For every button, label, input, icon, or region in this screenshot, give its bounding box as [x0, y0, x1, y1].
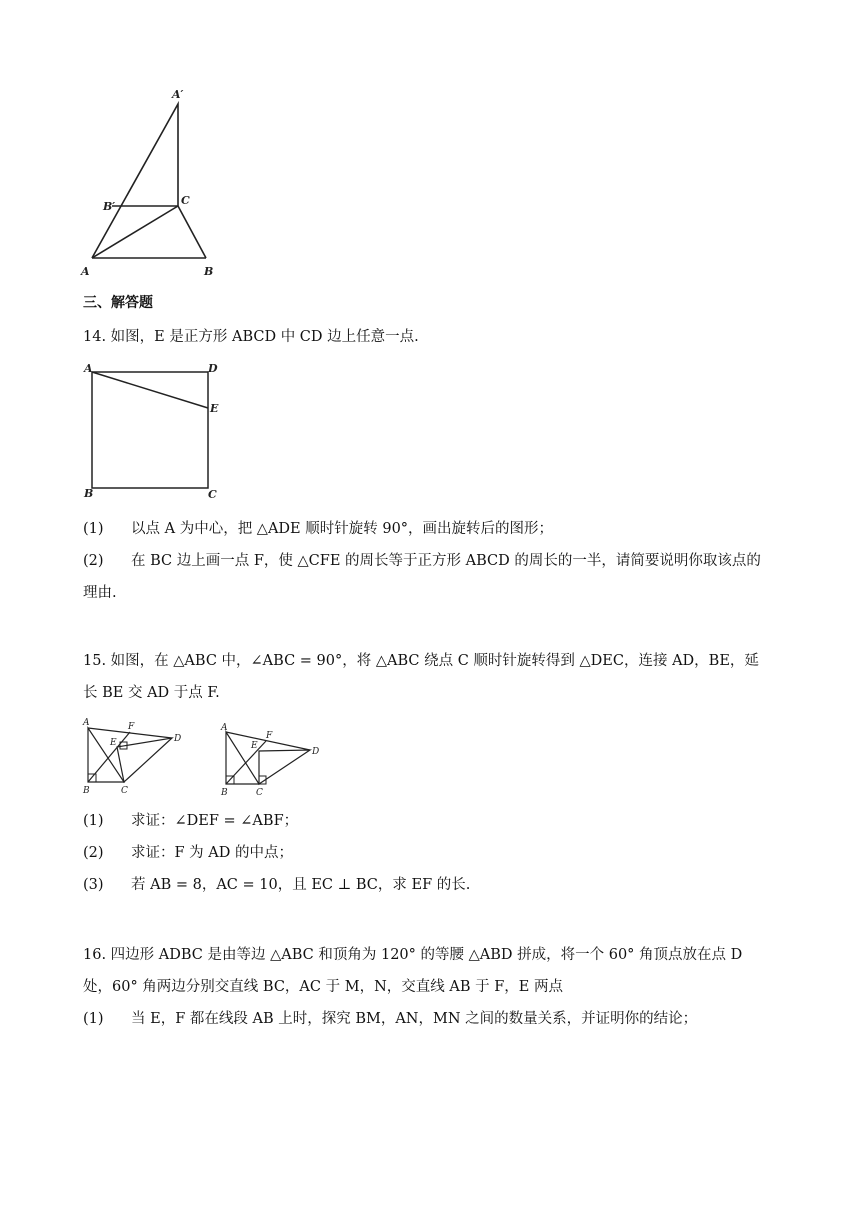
label-f: F [266, 731, 273, 741]
q16-stem-line2: 处，60° 角两边分别交直线 BC，AC 于 M，N，交直线 AB 于 F，E 两点 [83, 979, 563, 995]
figure-square [80, 360, 230, 502]
q15-stem-line1: 15. 如图，在 △ABC 中，∠ABC = 90°，将 △ABC 绕点 C 顺时针旋转得到 △DEC，连接 AD，BE，延 [83, 653, 759, 669]
part-number: (2) [83, 553, 104, 569]
label-b-prime: B′ [103, 200, 116, 213]
label-e: E [210, 402, 219, 415]
label-c: C [181, 194, 190, 207]
label-c: C [208, 488, 217, 501]
part-number: (2) [83, 845, 104, 861]
label-d: D [174, 734, 182, 744]
figure-rotation-right [218, 714, 328, 798]
q14-stem: 14. 如图，E 是正方形 ABCD 中 CD 边上任意一点. [83, 329, 419, 345]
figure-edges [92, 104, 178, 258]
segment-bf [226, 741, 266, 784]
label-c: C [256, 788, 263, 798]
label-f: F [128, 722, 135, 732]
part-text: 在 BC 边上画一点 F，使 △CFE 的周长等于正方形 ABCD 的周长的一半，请简要说明你取该点的 [131, 553, 761, 569]
figure-rotation-left [80, 714, 190, 798]
label-a: A [83, 718, 90, 728]
part-number: (3) [83, 877, 104, 893]
label-b: B [84, 487, 94, 500]
triangle-dec [117, 738, 172, 782]
label-c: C [121, 786, 128, 796]
label-d: D [312, 747, 320, 757]
q15-part3 [83, 874, 470, 896]
label-e: E [251, 741, 258, 751]
label-b: B [221, 788, 228, 798]
q15-part1 [83, 810, 298, 832]
figure-rotated-triangle [78, 82, 228, 282]
q16-stem-line1: 16. 四边形 ADBC 是由等边 △ABC 和顶角为 120° 的等腰 △ABD 拼成，将一个 60° 角顶点放在点 D [83, 947, 743, 963]
part-number: (1) [83, 1011, 104, 1027]
label-b: B [204, 265, 214, 278]
label-e: E [110, 738, 117, 748]
segment-ac [92, 206, 178, 258]
segment-bc [178, 206, 206, 258]
q14-part1 [83, 518, 553, 540]
label-a: A [221, 723, 228, 733]
label-d: D [208, 362, 218, 375]
label-a: A [81, 265, 90, 278]
part-text: 以点 A 为中心，把 △ADE 顺时针旋转 90°，画出旋转后的图形； [131, 521, 554, 537]
part-number: (1) [83, 813, 104, 829]
segment-ae [92, 372, 208, 408]
label-b: B [83, 786, 90, 796]
triangle-dec [259, 750, 310, 784]
part-number: (1) [83, 521, 104, 537]
part-text: 求证：F 为 AD 的中点； [131, 845, 293, 861]
q16-part1 [83, 1008, 697, 1030]
section-title: 三、解答题 [83, 295, 153, 311]
q14-part2-cont: 理由. [83, 585, 117, 601]
part-text: 若 AB = 8，AC = 10，且 EC ⊥ BC，求 EF 的长. [131, 877, 471, 893]
label-a-prime: A′ [172, 88, 184, 101]
q15-part2 [83, 842, 293, 864]
part-text: 当 E，F 都在线段 AB 上时，探究 BM，AN，MN 之间的数量关系，并证明你的结论； [131, 1011, 698, 1027]
part-text: 求证：∠DEF = ∠ABF； [131, 813, 299, 829]
q14-part2 [83, 550, 761, 572]
label-a: A [84, 362, 93, 375]
q15-stem-line2: 长 BE 交 AD 于点 F. [83, 685, 220, 701]
